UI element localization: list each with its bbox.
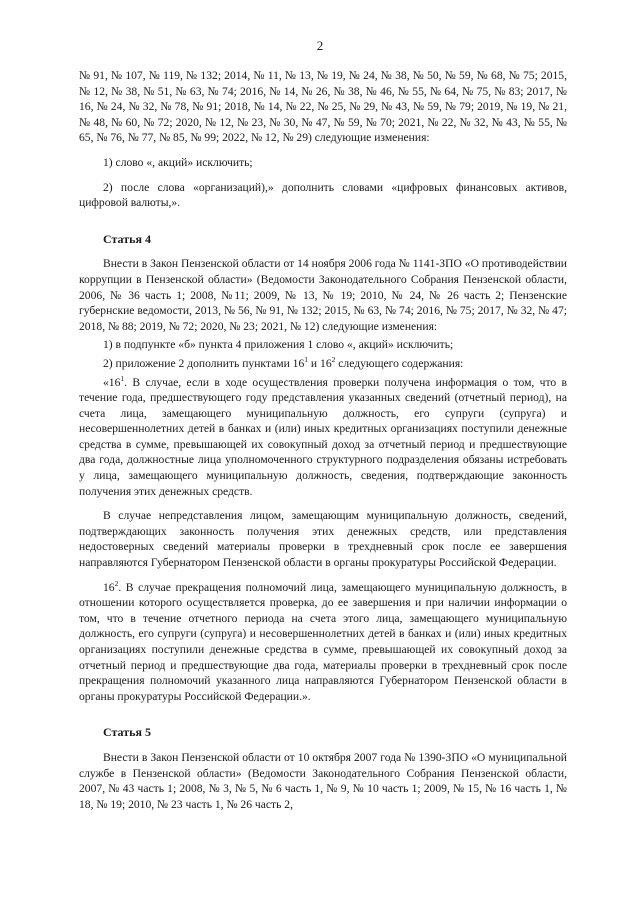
paragraph-continuation: № 91, № 107, № 119, № 132; 2014, № 11, № 13, № 19, № 24, № 38, № 50, № 59, № 68, № 75; 2015, № 12, № 38, № 51, № 63, № 74; 2016, № 14, № 26, № 38, № 46, № 55, № 64, № 75, № 83; 2017, № 16, № 24, № 32, № 78, № 91; 2018, № 14, № 22, № 25, № 29, № 43, № 59, № 79; 2019, № 19, № 21, № 48, № 60, № 72; 2020, № 12, № 23, № 30, № 47, № 59, № 70; 2021, № 22, № 32, № 43, № 55, № 65, № 76, № 77, № 85, № 99; 2022, № 12, № 29) следующие изменения: — [79, 69, 567, 145]
article-4-intro: Внести в Закон Пензенской области от 14 ноября 2006 года № 1141-ЗПО «О противодействии коррупции в Пензенской области» (Ведомости Законодательного Собрания Пензенской области, 2006, № 36 часть 1; 2008, №11; 2009, № 13, № 19; 2010, № 24, № 26 часть 2; Пензенские губернские ведомости, 2013, № 56, № 91, № 132; 2015, № 63, № 74; 2016, № 75; 2017, № 32, № 47; 2018, № 88; 2019, № 72; 2020, № 23; 2021, № 12) следующие изменения: — [79, 257, 567, 333]
superscript: 1 — [304, 355, 309, 365]
article-5-heading: Статья 5 — [103, 725, 151, 740]
superscript: 1 — [120, 373, 125, 383]
document-body — [79, 68, 567, 812]
list-item-1: 1) слово «, акций» исключить; — [103, 155, 253, 169]
text-segment: . В случае, если в ходе осуществления проверки получена информация о том, что в течение года, предшествующего году представления указанных сведений (отчетный период), на счета лица, замещающего муниципальную должность, его супруги (супруга) и несовершеннолетних детей в банках и (или) иных кредитных организациях поступили денежные средства в сумме, превышающей их совокупный доход за отчетный период и предшествующие два года, должностные лица уполномоченного структурного подразделения обязаны истребовать у лица, замещающего муниципальную должность, сведения, подтверждающие законность получения этих денежных средств. — [79, 375, 567, 498]
article-4-item-2 — [79, 356, 567, 372]
page-number: 2 — [316, 38, 324, 53]
article-5-intro: Внести в Закон Пензенской области от 10 октября 2007 года № 1390-ЗПО «О муниципальной службе в Пензенской области» (Ведомости Законодательного Собрания Пензенской области, 2007, № 43 часть 1; 2008, № 3, № 5, № 6 часть 1, № 9, № 10 часть 1; 2009, № 15, № 16 часть 1, № 18, № 19; 2010, № 23 часть 1, № 26 часть 2, — [79, 750, 567, 811]
text-segment: 2) приложение 2 дополнить пунктами 16 — [103, 356, 305, 370]
text-segment: . В случае прекращения полномочий лица, замещающего муниципальную должность, в отношении которого осуществляется проверка, до ее завершения и при наличии информации о том, что в течение отчетного периода на счета этого лица, замещающего муниципальную должность, его супруги (супруга) и несовершеннолетних детей в банках и (или) иных кредитных организациях поступили денежные средства в сумме, превышающей их совокупный доход за отчетный период и предшествующие два года, материалы проверки в трехдневный срок после прекращения полномочий указанного лица направляются Губернатором Пензенской области в органы прокуратуры Российской Федерации.». — [79, 580, 567, 703]
text-segment: следующего содержания: — [335, 356, 464, 370]
article-4-heading: Статья 4 — [103, 231, 151, 246]
list-item-2: 2) после слова «организаций),» дополнить словами «цифровых финансовых активов, цифровой валюты,». — [79, 180, 567, 210]
point-16-1 — [79, 375, 567, 500]
text-segment: и 16 — [308, 356, 332, 370]
text-segment: «16 — [103, 375, 121, 389]
text-segment: 16 — [103, 580, 115, 594]
point-16-1-continued: В случае непредставления лицом, замещающим муниципальную должность, сведений, подтверждающих законность получения этих денежных средств, или представления недостоверных сведений материалы проверки в трехдневный срок после ее завершения направляются Губернатором Пензенской области в органы прокуратуры Российской Федерации. — [79, 509, 567, 570]
point-16-2 — [79, 580, 567, 705]
article-4-item-1: 1) в подпункте «б» пункта 4 приложения 1 слово «, акций» исключить; — [103, 338, 454, 352]
superscript: 2 — [114, 578, 119, 588]
superscript: 2 — [331, 355, 336, 365]
